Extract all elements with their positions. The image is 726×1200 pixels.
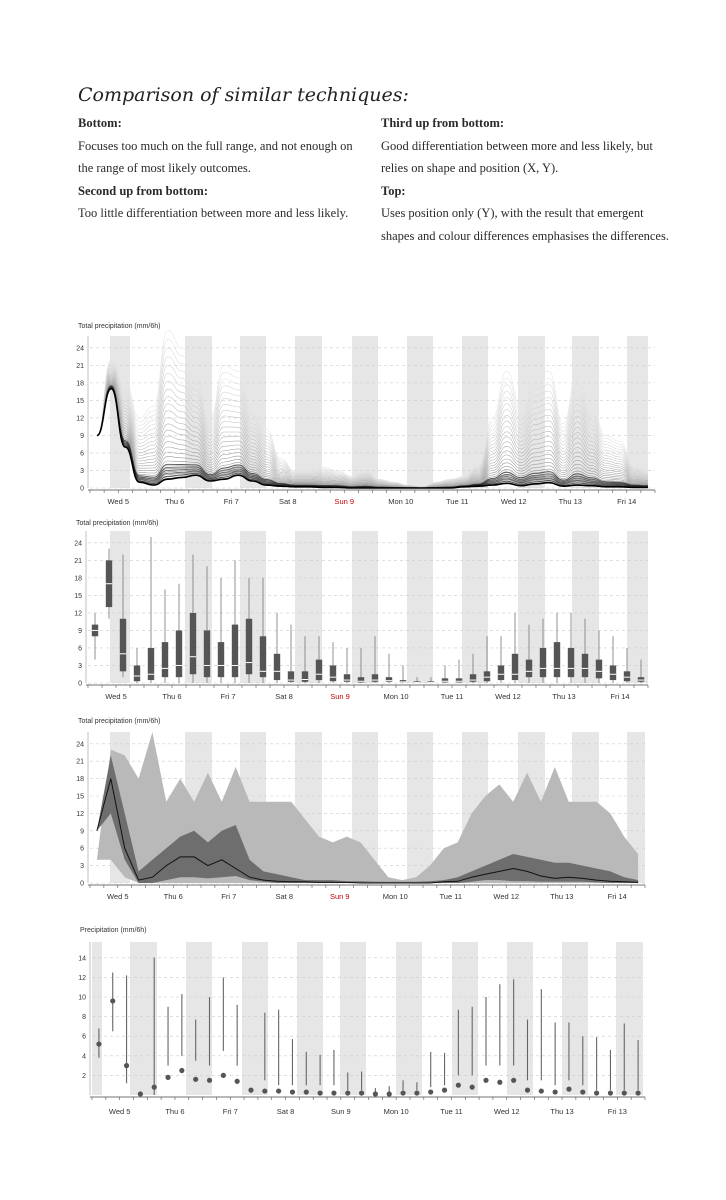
note-text: Good differentiation between more and less likely, but relies on shape and position (X, Y). (381, 138, 653, 175)
box-body (456, 678, 462, 682)
x-day-label: Wed 5 (106, 892, 129, 901)
x-day-label: Sat 8 (275, 892, 294, 901)
x-day-label: Tue 11 (445, 497, 469, 506)
box-body (554, 642, 560, 677)
y-tick-label: 4 (82, 1053, 86, 1061)
y-tick-label: 6 (80, 845, 84, 853)
day-shade (352, 531, 378, 683)
day-shade (627, 531, 648, 683)
y-tick-label: 3 (80, 467, 84, 475)
box-body (526, 660, 532, 678)
point-marker (304, 1089, 309, 1094)
note-text: Too little differentiation between more and less likely. (78, 206, 349, 220)
point-marker (235, 1079, 240, 1084)
day-shade (562, 942, 588, 1095)
box-body (596, 660, 602, 679)
y-tick-label: 24 (74, 540, 82, 548)
note-label: Second up from bottom: (78, 183, 208, 198)
x-day-label: Sun 9 (331, 1107, 351, 1116)
x-day-label: Fri 14 (607, 892, 627, 901)
y-tick-label: 0 (80, 485, 84, 493)
x-day-label: Thu 6 (165, 1107, 185, 1116)
y-tick-label: 3 (80, 863, 84, 871)
day-shade (352, 336, 378, 488)
x-day-label: Sun 9 (330, 692, 350, 701)
point-marker (359, 1090, 364, 1095)
box-body (302, 671, 308, 682)
y-tick-label: 3 (78, 662, 82, 670)
x-day-label: Wed 5 (108, 1107, 131, 1116)
box-body (134, 665, 140, 681)
point-marker (414, 1090, 419, 1095)
x-day-label: Fri 14 (617, 497, 637, 506)
box-body (162, 642, 168, 677)
x-day-label: Thu 13 (552, 692, 576, 701)
y-tick-label: 0 (78, 680, 82, 688)
y-tick-label: 8 (82, 1014, 86, 1022)
y-tick-label: 12 (78, 974, 86, 982)
x-day-label: Fri 13 (607, 1107, 627, 1116)
x-day-label: Wed 5 (105, 692, 127, 701)
box-body (120, 619, 126, 672)
x-day-label: Mon 10 (383, 1107, 409, 1116)
point-marker (152, 1085, 157, 1090)
x-day-label: Thu 13 (558, 497, 582, 506)
x-day-label: Wed 12 (500, 497, 527, 506)
x-day-label: Tue 11 (440, 1107, 463, 1116)
day-shade (242, 942, 268, 1095)
x-day-label: Wed 12 (493, 1107, 520, 1116)
y-tick-label: 14 (78, 955, 86, 963)
y-tick-label: 21 (76, 758, 84, 766)
y-tick-label: 9 (78, 627, 82, 635)
x-day-label: Thu 6 (163, 892, 183, 901)
box-body (330, 665, 336, 681)
box-body (372, 674, 378, 682)
day-shade (295, 336, 322, 488)
box-body (484, 671, 490, 681)
point-marker (262, 1088, 267, 1093)
ensemble-spaghetti-chart (0, 318, 726, 508)
x-day-label: Fri 14 (610, 692, 630, 701)
day-shade (130, 942, 157, 1095)
note-text: Uses position only (Y), with the result that emergent shapes and colour differences emphasises the differences. (381, 206, 669, 243)
day-shade (407, 732, 433, 883)
y-tick-label: 18 (76, 776, 84, 784)
point-range-chart (0, 922, 726, 1122)
y-tick-label: 15 (76, 397, 84, 405)
y-tick-label: 24 (76, 741, 84, 749)
box-body (148, 648, 154, 680)
day-shade (407, 531, 433, 683)
x-day-label: Sat 8 (275, 692, 293, 701)
point-marker (96, 1041, 101, 1046)
point-marker (635, 1090, 640, 1095)
y-tick-label: 18 (74, 575, 82, 583)
y-tick-label: 10 (78, 994, 86, 1002)
x-day-label: Fri 7 (220, 692, 236, 701)
point-marker (207, 1078, 212, 1083)
x-day-label: Thu 6 (165, 497, 185, 506)
box-body (176, 630, 182, 677)
box-body (316, 660, 322, 680)
box-body (540, 648, 546, 677)
point-marker (318, 1090, 323, 1095)
box-body (582, 654, 588, 677)
y-axis-label: Precipitation (mm/6h) (80, 927, 147, 934)
point-marker (124, 1063, 129, 1068)
point-marker (138, 1091, 143, 1096)
x-day-label: Thu 6 (162, 692, 182, 701)
box-body (246, 619, 252, 674)
x-day-label: Fri 7 (223, 497, 239, 506)
y-tick-label: 12 (76, 810, 84, 818)
point-marker (483, 1078, 488, 1083)
box-body (568, 648, 574, 677)
day-shade (407, 336, 433, 488)
point-marker (248, 1088, 253, 1093)
point-marker (497, 1080, 502, 1085)
point-marker (179, 1068, 184, 1073)
box-body (442, 678, 448, 682)
box-body (204, 630, 210, 677)
point-marker (345, 1090, 350, 1095)
day-shade (462, 531, 488, 683)
point-marker (373, 1091, 378, 1096)
y-tick-label: 6 (82, 1033, 86, 1041)
y-tick-label: 6 (78, 645, 82, 653)
day-shade (186, 942, 212, 1095)
point-marker (193, 1077, 198, 1082)
x-day-label: Mon 10 (382, 892, 408, 901)
point-marker (622, 1090, 627, 1095)
x-day-label: Wed 12 (495, 692, 521, 701)
point-marker (553, 1089, 558, 1094)
point-marker (110, 998, 115, 1003)
day-shade (452, 942, 478, 1095)
x-day-label: Sun 9 (329, 892, 350, 901)
y-tick-label: 15 (74, 592, 82, 600)
point-marker (165, 1075, 170, 1080)
day-shade (92, 942, 102, 1095)
y-tick-label: 9 (80, 828, 84, 836)
note-label: Third up from bottom: (381, 116, 505, 130)
y-axis-label: Total precipitation (mm/6h) (78, 323, 161, 330)
box-body (190, 613, 196, 674)
x-day-label: Mon 10 (388, 497, 414, 506)
x-day-label: Wed 5 (107, 497, 130, 506)
point-marker (594, 1090, 599, 1095)
y-tick-label: 12 (74, 610, 82, 618)
point-marker (511, 1078, 516, 1083)
y-axis-label: Total precipitation (mm/6h) (76, 520, 159, 527)
y-tick-label: 2 (82, 1072, 86, 1080)
x-day-label: Fri 7 (222, 1107, 238, 1116)
day-shade (507, 942, 533, 1095)
y-tick-label: 12 (76, 415, 84, 423)
y-tick-label: 24 (76, 345, 84, 353)
x-day-label: Sun 9 (334, 497, 355, 506)
point-marker (428, 1089, 433, 1094)
x-day-label: Wed 12 (493, 892, 520, 901)
point-marker (442, 1088, 447, 1093)
x-day-label: Fri 7 (221, 892, 237, 901)
box-body (512, 654, 518, 680)
page-heading: Comparison of similar techniques: (78, 84, 409, 106)
point-marker (525, 1088, 530, 1093)
x-day-label: Sat 8 (278, 497, 297, 506)
point-marker (331, 1090, 336, 1095)
day-shade (616, 942, 643, 1095)
box-body (218, 642, 224, 677)
notes-left (78, 112, 368, 225)
box-body (638, 677, 644, 682)
y-tick-label: 0 (80, 880, 84, 888)
box-body (610, 665, 616, 680)
y-tick-label: 21 (74, 557, 82, 565)
x-day-label: Tue 11 (440, 692, 464, 701)
box-body (274, 654, 280, 680)
note-text: Focuses too much on the full range, and not enough on the range of most likely outcomes. (78, 138, 353, 175)
y-axis-label: Total precipitation (mm/6h) (78, 718, 161, 725)
point-marker (608, 1090, 613, 1095)
notes-right (381, 112, 671, 247)
y-tick-label: 18 (76, 380, 84, 388)
box-body (344, 674, 350, 682)
point-marker (539, 1088, 544, 1093)
x-day-label: Thu 13 (550, 892, 574, 901)
x-day-label: Sat 8 (276, 1107, 295, 1116)
point-marker (400, 1090, 405, 1095)
point-marker (221, 1073, 226, 1078)
y-tick-label: 15 (76, 793, 84, 801)
point-marker (470, 1085, 475, 1090)
point-marker (456, 1083, 461, 1088)
x-day-label: Tue 11 (439, 892, 463, 901)
y-tick-label: 6 (80, 450, 84, 458)
box-body (624, 671, 630, 681)
point-marker (387, 1091, 392, 1096)
box-body (470, 674, 476, 682)
point-marker (580, 1089, 585, 1094)
box-body (498, 665, 504, 680)
x-day-label: Mon 10 (383, 692, 409, 701)
day-shade (396, 942, 422, 1095)
y-tick-label: 21 (76, 362, 84, 370)
point-marker (566, 1087, 571, 1092)
percentile-band-chart (0, 713, 726, 903)
box-body (232, 625, 238, 678)
note-label: Bottom: (78, 116, 122, 130)
x-day-label: Thu 13 (550, 1107, 574, 1116)
y-tick-label: 9 (80, 432, 84, 440)
day-shade (297, 942, 323, 1095)
boxplot-chart (0, 515, 726, 705)
point-marker (290, 1089, 295, 1094)
point-marker (276, 1088, 281, 1093)
note-label: Top: (381, 183, 406, 198)
